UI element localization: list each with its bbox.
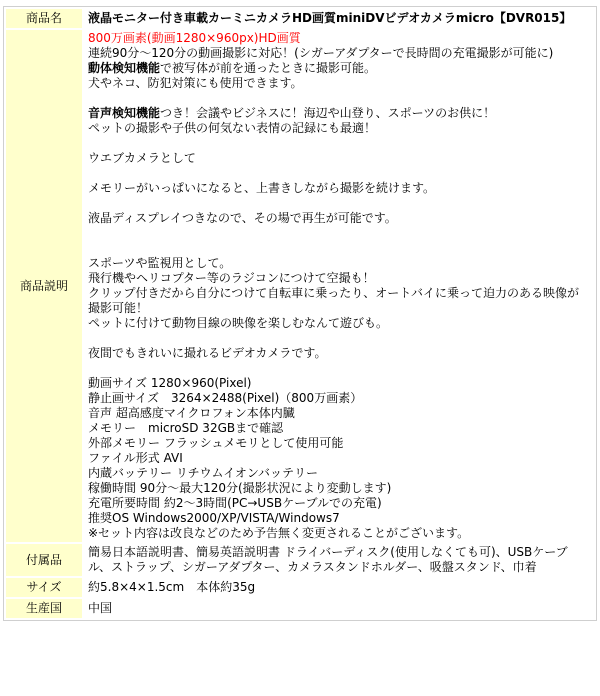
webcam-text: ウエブカメラとして bbox=[88, 151, 196, 165]
product-description-row bbox=[6, 30, 594, 542]
clip-use-text: クリップ付きだから自分につけて自転車に乗ったり、オートバイに乗って迫力のある映像が撮影可能！ bbox=[88, 286, 580, 315]
spec-line: ファイル形式 AVI bbox=[88, 451, 183, 465]
spec-line: 内蔵バッテリー リチウムイオンバッテリー bbox=[88, 466, 319, 480]
spec-list bbox=[88, 376, 590, 541]
voice-detection-rest: つき！会議やビジネスに！海辺や山登り、スポーツのお供に！ bbox=[160, 106, 496, 120]
spec-line: メモリー microSD 32GBまで確認 bbox=[88, 421, 284, 435]
spec-line: 稼働時間 90分～最大120分(撮影状況により変動します) bbox=[88, 481, 392, 495]
motion-detection-rest: で被写体が前を通ったときに撮影可能。 bbox=[160, 61, 377, 75]
origin-value: 中国 bbox=[84, 599, 594, 618]
rc-use-text: 飛行機やヘリコプター等のラジコンにつけて空撮も！ bbox=[88, 271, 375, 285]
product-name-row bbox=[6, 9, 594, 28]
accessories-value: 簡易日本語説明書、簡易英語説明書 ドライバーディスク(使用しなくても可)、USBケーブル、ストラップ、シガーアダプター、カメラスタンドホルダー、吸盤スタンド、巾着 bbox=[84, 544, 594, 576]
origin-label: 生産国 bbox=[6, 599, 82, 618]
voice-detection-usage: ペットの撮影や子供の何気ない表情の記録にも最適！ bbox=[88, 121, 377, 135]
spec-line: 充電所要時間 約2～3時間(PC→USBケーブルでの充電) bbox=[88, 496, 382, 510]
product-description-label: 商品説明 bbox=[6, 30, 82, 542]
recording-duration-text: 連続90分～120分の動画撮影に対応！(シガーアダプターで長時間の充電撮影が可能に) bbox=[88, 46, 554, 60]
sports-use-text: スポーツや監視用として。 bbox=[88, 256, 232, 270]
motion-detection-keyword: 動体検知機能 bbox=[88, 61, 161, 75]
accessories-label: 付属品 bbox=[6, 544, 82, 576]
resolution-headline: 800万画素(動画1280×960px)HD画質 bbox=[88, 31, 301, 45]
size-label: サイズ bbox=[6, 578, 82, 597]
lcd-playback-text: 液晶ディスプレイつきなので、その場で再生が可能です。 bbox=[88, 211, 397, 225]
size-row bbox=[6, 578, 594, 597]
product-description-value bbox=[84, 30, 594, 542]
spec-line: 静止画サイズ 3264×2488(Pixel)（800万画素） bbox=[88, 391, 363, 405]
product-name-label: 商品名 bbox=[6, 9, 82, 28]
size-value: 約5.8×4×1.5cm 本体約35g bbox=[84, 578, 594, 597]
loop-recording-text: メモリーがいっぱいになると、上書きしながら撮影を続けます。 bbox=[88, 181, 436, 195]
product-spec-table bbox=[3, 6, 597, 621]
spec-line: 音声 超高感度マイクロフォン本体内臓 bbox=[88, 406, 295, 420]
accessories-row bbox=[6, 544, 594, 576]
origin-row bbox=[6, 599, 594, 618]
product-name-value: 液晶モニター付き車載カーミニカメラHD画質miniDVビデオカメラmicro【DVR015】 bbox=[84, 9, 594, 28]
spec-line: 外部メモリー フラッシュメモリとして使用可能 bbox=[88, 436, 344, 450]
motion-detection-text bbox=[88, 61, 590, 76]
motion-detection-usage: 犬やネコ、防犯対策にも使用できます。 bbox=[88, 76, 303, 90]
spec-line: ※セット内容は改良などのため予告無く変更されることがございます。 bbox=[88, 526, 470, 540]
night-use-text: 夜間でもきれいに撮れるビデオカメラです。 bbox=[88, 346, 327, 360]
spec-line: 推奨OS Windows2000/XP/VISTA/Windows7 bbox=[88, 511, 340, 525]
spec-line: 動画サイズ 1280×960(Pixel) bbox=[88, 376, 252, 390]
pet-use-text: ペットに付けて動物目線の映像を楽しむなんて遊びも。 bbox=[88, 316, 389, 330]
voice-detection-keyword: 音声検知機能 bbox=[88, 106, 161, 120]
voice-detection-text bbox=[88, 106, 590, 121]
